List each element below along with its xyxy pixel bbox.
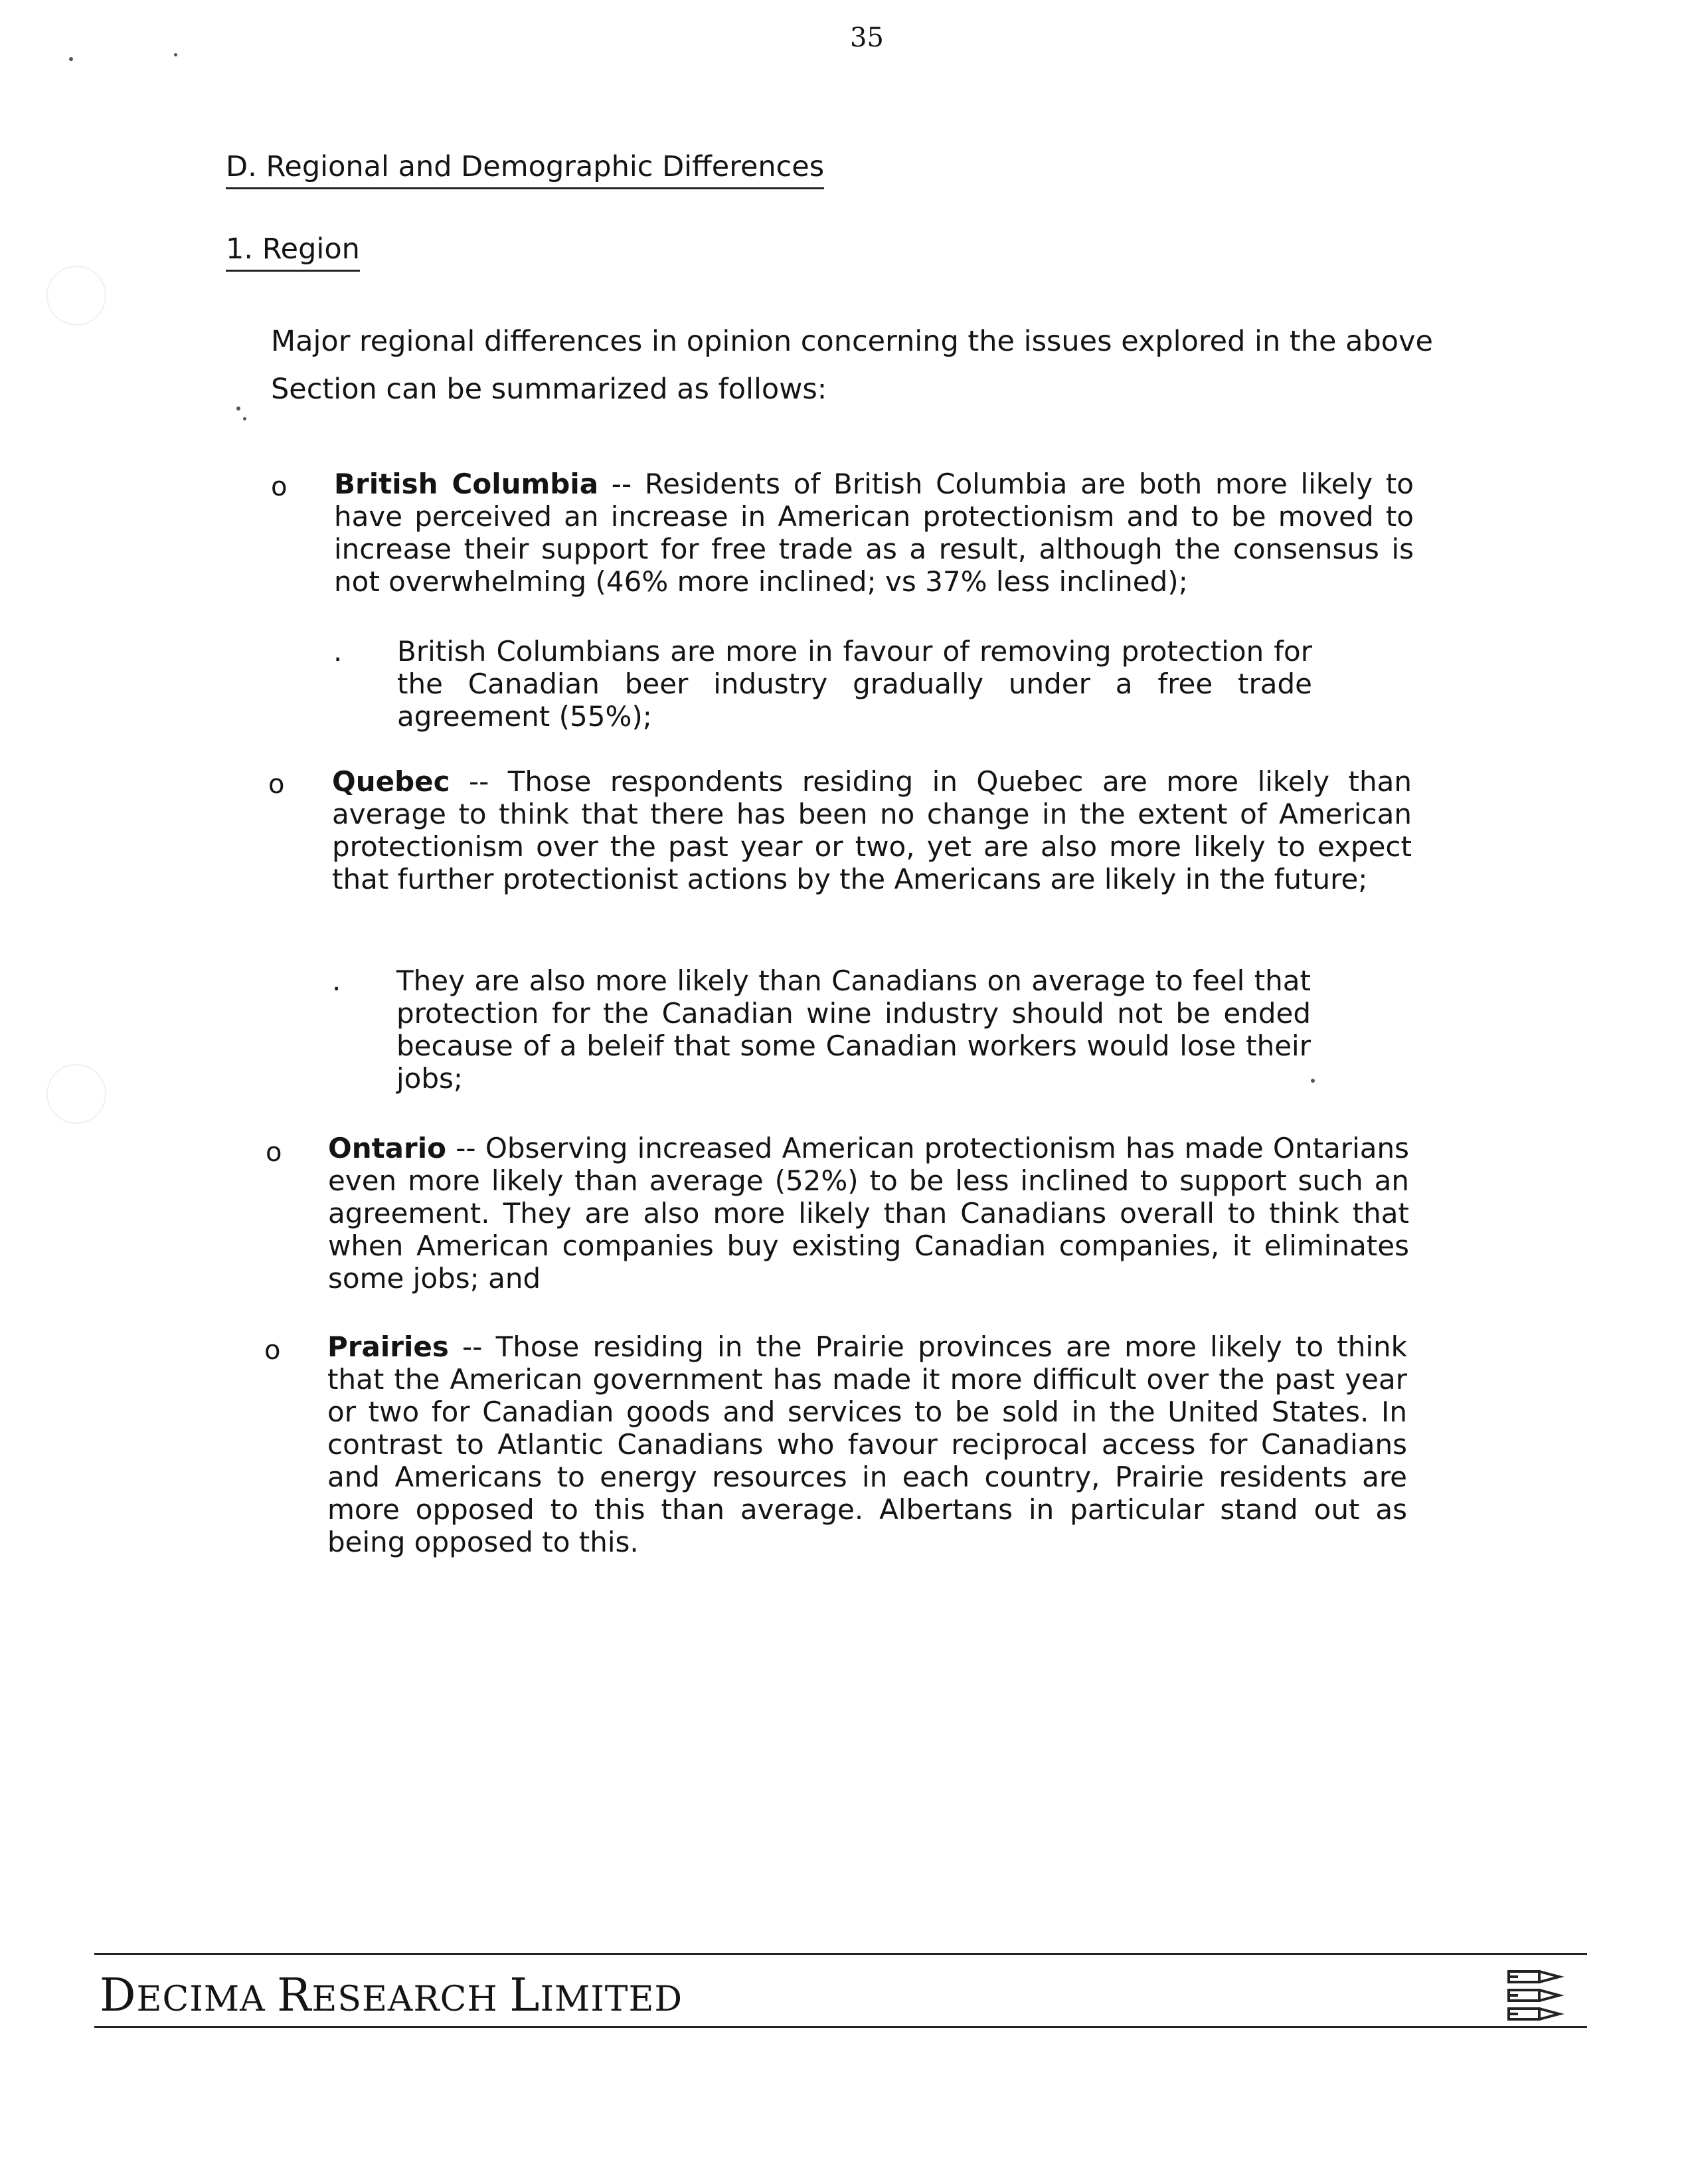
company-initial: D — [100, 1969, 137, 2022]
region-label: Ontario — [328, 1132, 446, 1164]
region-label: British Columbia — [334, 468, 599, 500]
scan-speck — [243, 417, 246, 420]
list-item-prairies — [327, 1330, 1407, 1558]
item-body: -- Observing increased American protectionism has made Ontarians even more likely than average (52%) to be less inclined to support such an agreement. They are also more likely than Canadians overall to think that when American companies buy existing Canadian companies, it eliminates some jobs; and — [328, 1132, 1409, 1295]
page-number: 35 — [850, 23, 884, 53]
company-logo-icon — [1505, 1967, 1566, 2023]
footer-rule-bottom — [94, 2026, 1587, 2028]
sub-bullet-marker: . — [333, 635, 343, 668]
company-word-rest: ESEARCH — [311, 1979, 510, 2019]
item-body: -- Those respondents residing in Quebec are more likely than average to think that there has been no change in the extent of American protectionism over the past year or two, yet are also more likely to expect that further protectionist actions by the Americans are likely in the future; — [332, 765, 1412, 895]
item-body: -- Those residing in the Prairie provinces are more likely to think that the American government has made it more difficult over the past year or two for Canadian goods and services to be sold in the United States. In contrast to Atlantic Canadians who favour reciprocal access for Canadians and Americans to energy resources in each country, Prairie residents are more opposed to this than average. Albertans in particular stand out as being opposed to this. — [327, 1330, 1407, 1558]
bullet-marker: o — [271, 472, 288, 502]
scan-speck — [69, 57, 73, 61]
list-item-quebec — [332, 765, 1412, 895]
company-word-rest: ECIMA — [136, 1979, 278, 2019]
bullet-marker: o — [264, 1335, 281, 1366]
company-initial: L — [509, 1969, 541, 2022]
scan-speck — [174, 53, 177, 56]
company-initial: R — [277, 1969, 312, 2022]
item-body: -- Residents of British Columbia are both more likely to have perceived an increase in American protectionism and to be moved to increase their support for free trade as a result, although the consensus is not overwhelming (46% more inclined; vs 37% less inclined); — [334, 468, 1414, 598]
sub-item-beer-industry: British Columbians are more in favour of removing protection for the Canadian beer industry gradually under a free trade agreement (55%); — [397, 635, 1312, 733]
list-item-british-columbia — [334, 468, 1414, 598]
subsection-heading: 1. Region — [226, 232, 360, 272]
scan-speck — [1311, 1079, 1315, 1083]
sub-item-wine-industry: They are also more likely than Canadians on average to feel that protection for the Canadian wine industry should not be ended because of a beleif that some Canadian workers would lose their jobs; — [396, 964, 1311, 1095]
footer-rule-top — [94, 1953, 1587, 1955]
intro-paragraph: Major regional differences in opinion concerning the issues explored in the above Section can be summarized as follows: — [271, 325, 1434, 406]
region-label: Prairies — [327, 1330, 449, 1363]
footer-company-name — [100, 1969, 683, 2022]
region-label: Quebec — [332, 765, 450, 798]
bullet-marker: o — [268, 769, 285, 800]
punch-hole-mark — [46, 266, 106, 325]
section-heading: D. Regional and Demographic Differences — [226, 150, 824, 189]
sub-bullet-marker: . — [332, 964, 341, 997]
list-item-ontario — [328, 1132, 1409, 1295]
scan-speck — [236, 407, 240, 410]
punch-hole-mark — [46, 1064, 106, 1124]
bullet-marker: o — [266, 1137, 282, 1168]
company-word-rest: IMITED — [540, 1979, 683, 2019]
